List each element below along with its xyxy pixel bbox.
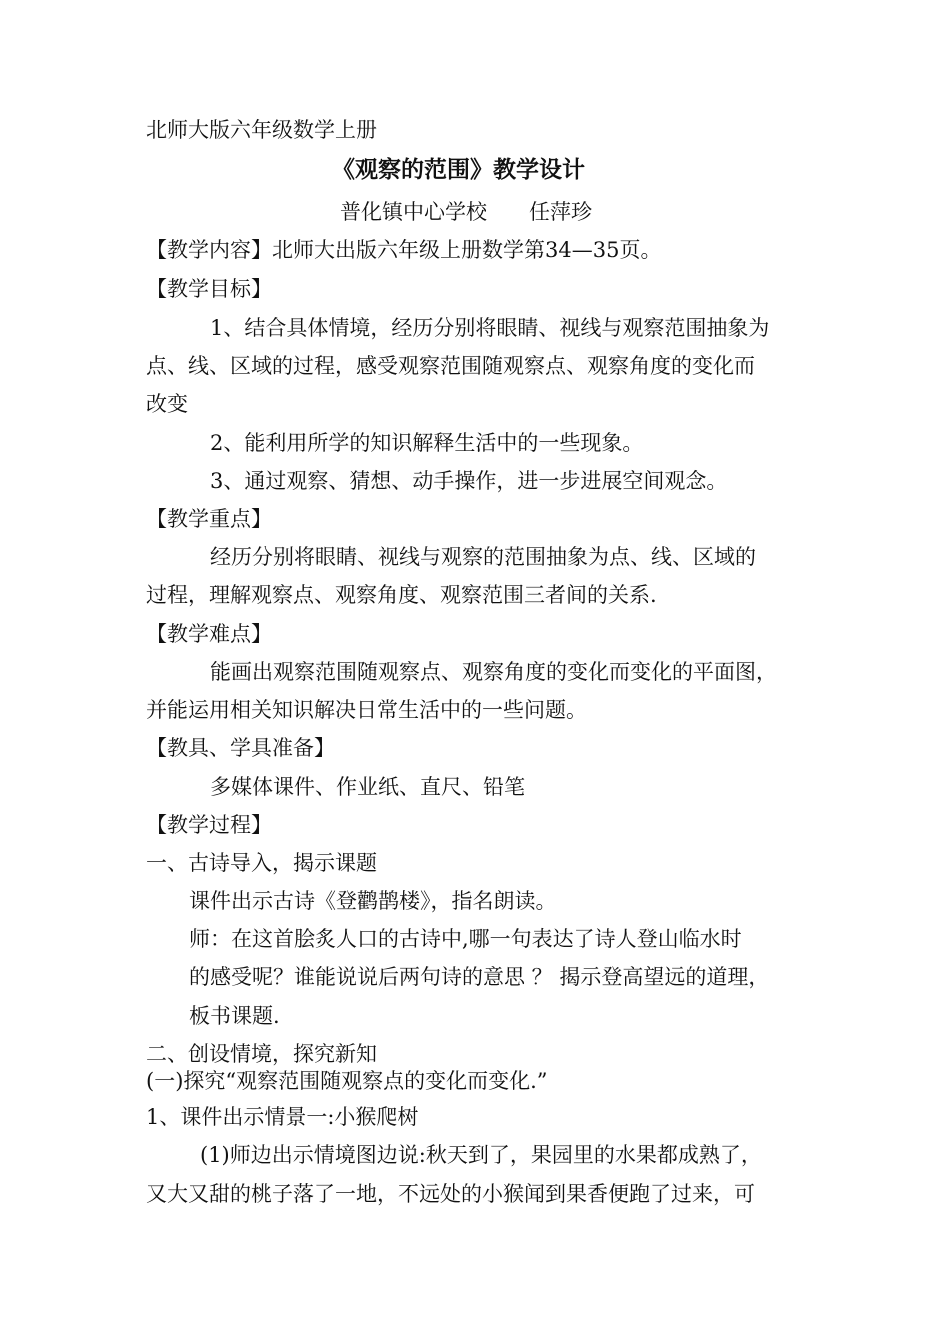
tools-heading: 【教具、学具准备】 (146, 736, 335, 760)
section-1-heading: 一、古诗导入，揭示课题 (146, 851, 377, 875)
key-points-line-2: 过程，理解观察点、观察角度、观察范围三者间的关系. (146, 583, 657, 607)
goal-1-line-1: 1、结合具体情境，经历分别将眼睛、视线与观察范围抽象为 (210, 316, 770, 340)
section-1-line-4: 板书课题. (189, 1004, 280, 1028)
goal-2: 2、能利用所学的知识解释生活中的一些现象。 (210, 431, 644, 455)
difficulty-line-1: 能画出观察范围随观察点、观察角度的变化而变化的平面图， (210, 660, 777, 684)
subsection-1-heading: (一)探究“观察范围随观察点的变化而变化.” (146, 1069, 548, 1093)
section-1-line-2: 师：在这首脍炙人口的古诗中,哪一句表达了诗人登山临水时 (189, 927, 742, 951)
key-points-heading: 【教学重点】 (146, 507, 272, 531)
section-1-line-1: 课件出示古诗《登鹳鹊楼》，指名朗读。 (189, 889, 557, 913)
key-points-line-1: 经历分别将眼睛、视线与观察的范围抽象为点、线、区域的 (210, 545, 756, 569)
goal-3: 3、通过观察、猜想、动手操作，进一步进展空间观念。 (210, 469, 728, 493)
difficulty-heading: 【教学难点】 (146, 622, 272, 646)
goal-1-line-3: 改变 (146, 392, 188, 416)
section-2-heading: 二、创设情境，探究新知 (146, 1042, 377, 1066)
goals-heading: 【教学目标】 (146, 277, 272, 301)
process-heading: 【教学过程】 (146, 813, 272, 837)
section-1-line-3: 的感受呢？谁能说说后两句诗的意思 ？ 揭示登高望远的道理， (189, 965, 770, 989)
author-line: 普化镇中心学校 任萍珍 (340, 200, 592, 224)
difficulty-line-2: 并能运用相关知识解决日常生活中的一些问题。 (146, 698, 587, 722)
scene-1-line-1: (1)师边出示情境图边说:秋天到了，果园里的水果都成熟了， (200, 1143, 762, 1167)
goal-1-line-2: 点、线、区域的过程，感受观察范围随观察点、观察角度的变化而 (146, 354, 755, 378)
scene-1-line-2: 又大又甜的桃子落了一地，不远处的小猴闻到果香便跑了过来，可 (146, 1182, 755, 1206)
tools-line: 多媒体课件、作业纸、直尺、铅笔 (210, 775, 525, 799)
document-title: 《观察的范围》教学设计 (332, 156, 585, 183)
document-header: 北师大版六年级数学上册 (146, 118, 377, 142)
teaching-content: 【教学内容】北师大出版六年级上册数学第34—35页。 (146, 238, 662, 262)
scene-1-heading: 1、课件出示情景一:小猴爬树 (146, 1105, 419, 1129)
